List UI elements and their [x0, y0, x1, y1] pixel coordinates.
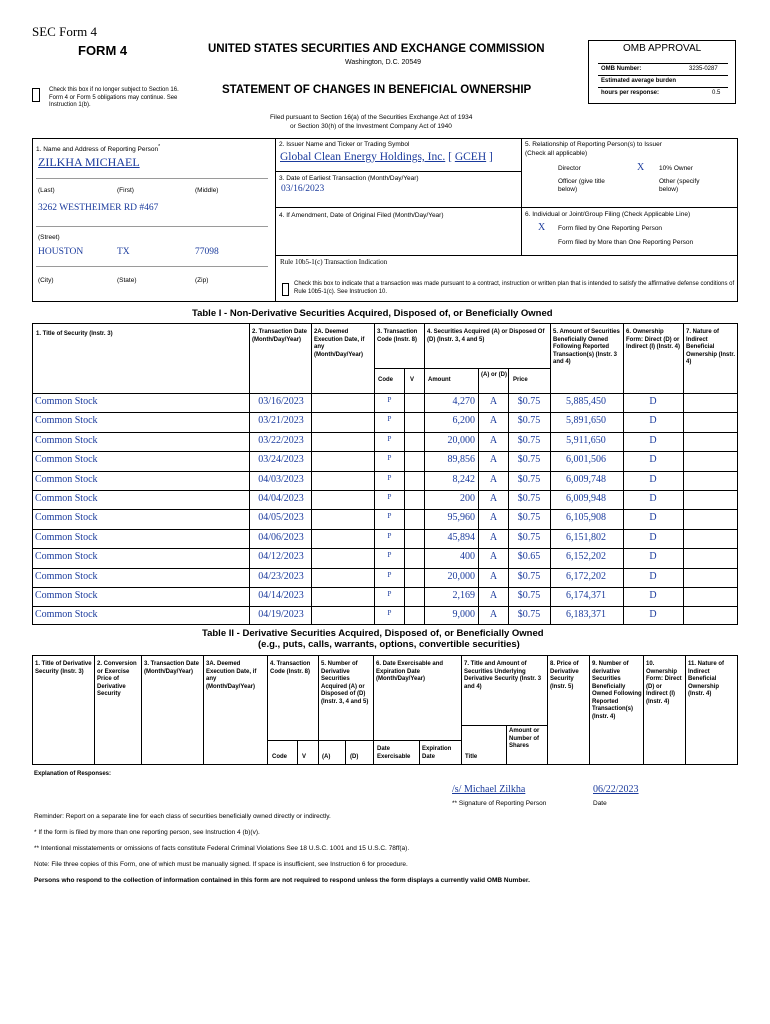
- acquired-disposed: A: [489, 493, 498, 504]
- t2-h-d-sub: (D): [350, 754, 359, 760]
- t1-h-owned: 5. Amount of Securities Beneficially Owned Following Reported Transaction(s) (Instr. 3 and 4): [553, 329, 620, 365]
- table1-title: Table I - Non-Derivative Securities Acquired, Disposed of, or Beneficially Owned: [192, 308, 553, 319]
- transaction-code: P: [387, 434, 392, 443]
- ten-pct-owner-mark[interactable]: X: [637, 162, 645, 173]
- price: $0.75: [517, 609, 541, 621]
- transaction-date: 03/16/2023: [258, 396, 304, 407]
- rule-label: Rule 10b5-1(c) Transaction Indication: [280, 258, 388, 266]
- amount: 8,242: [452, 473, 475, 485]
- ticker: GCEH: [454, 151, 487, 163]
- transaction-date: 04/06/2023: [258, 531, 304, 543]
- t2-h-title: 1. Title of Derivative Security (Instr. 3): [35, 661, 92, 675]
- t2-h-date: 3. Transaction Date (Month/Day/Year): [144, 661, 200, 675]
- t1-h-price-sub: Price: [513, 377, 528, 383]
- owned-following: 5,885,450: [566, 396, 606, 407]
- note-misstatements: ** Intentional misstatements or omissions of facts constitute Federal Criminal Violations See 18 U.S.C. 1001 and 15 U.S.C. 78ff(a).: [34, 845, 410, 852]
- t2-h-title-sub: Title: [465, 754, 478, 760]
- security-title: Common Stock: [35, 609, 98, 621]
- ownership-form: D: [649, 551, 657, 563]
- transaction-date: 04/19/2023: [258, 609, 304, 621]
- acquired-disposed: A: [489, 570, 498, 582]
- price: $0.75: [517, 473, 541, 485]
- signature-name: /s/ Michael Zilkha: [452, 784, 526, 795]
- t1-h-date: 2. Transaction Date (Month/Day/Year): [252, 329, 308, 343]
- amount: 9,000: [452, 609, 475, 621]
- owned-following: 6,152,202: [566, 551, 606, 563]
- ownership-form: D: [649, 473, 657, 485]
- agency-title: UNITED STATES SECURITIES AND EXCHANGE COMMISSION: [208, 43, 545, 55]
- transaction-date: 04/12/2023: [258, 551, 304, 563]
- price: $0.75: [517, 434, 541, 446]
- rule-text: Check this box to indicate that a transaction was made pursuant to a contract, instruction or written plan that is intended to satisfy the affirmative defense conditions of Rule 10b5-1(c). See Instruction 10.: [294, 281, 735, 295]
- t1-h-v-sub: V: [410, 377, 415, 383]
- director-label: Director: [558, 165, 581, 172]
- amount: 6,200: [452, 415, 475, 427]
- acquired-disposed: A: [489, 415, 498, 427]
- omb-burden-label: Estimated average burden: [601, 78, 677, 84]
- acquired-disposed: A: [489, 609, 498, 621]
- owned-following: 6,001,506: [566, 454, 606, 466]
- transaction-code: P: [387, 531, 392, 540]
- t2-h-date-ex-sub: Date Exercisable: [377, 746, 411, 760]
- transaction-date: 03/24/2023: [258, 454, 304, 466]
- page-header: SEC Form 4: [32, 24, 98, 39]
- other-label: Other (specify below): [659, 178, 700, 193]
- transaction-code: P: [387, 551, 392, 560]
- street-label: (Street): [38, 234, 60, 241]
- earliest-transaction-date: 03/16/2023: [281, 184, 325, 194]
- t1-h-code: 3. Transaction Code (Instr. 8): [377, 329, 418, 343]
- acquired-disposed: A: [489, 590, 498, 601]
- note-multiple: * If the form is filed by more than one reporting person, see Instruction 4 (b)(v).: [34, 829, 260, 836]
- ownership-form: D: [649, 609, 657, 621]
- amount: 4,270: [452, 396, 475, 407]
- transaction-date: 04/05/2023: [258, 512, 304, 524]
- date-label: Date: [593, 800, 607, 807]
- security-title: Common Stock: [35, 512, 98, 524]
- box1-label: 1. Name and Address of Reporting Person*: [36, 144, 161, 154]
- omb-title: OMB APPROVAL: [623, 43, 702, 54]
- t1-h-title: 1. Title of Security (Instr. 3): [36, 331, 113, 337]
- transaction-date: 04/23/2023: [258, 570, 304, 582]
- price: $0.75: [517, 590, 541, 601]
- last-label: (Last): [38, 187, 55, 194]
- ten-pct-owner-label: 10% Owner: [659, 165, 693, 172]
- acquired-disposed: A: [489, 454, 498, 466]
- ownership-form: D: [649, 454, 657, 466]
- transaction-date: 03/22/2023: [258, 434, 304, 446]
- ownership-form: D: [649, 531, 657, 543]
- t2-h-v-sub: V: [302, 754, 307, 760]
- table2-title: Table II - Derivative Securities Acquired, Disposed of, or Beneficially Owned: [202, 628, 544, 639]
- amount: 89,856: [447, 454, 475, 466]
- amount: 2,169: [452, 590, 475, 601]
- no-longer-subject-checkbox[interactable]: [32, 88, 40, 102]
- note-reminder: Reminder: Report on a separate line for each class of securities beneficially owned directly or indirectly.: [34, 813, 331, 820]
- box4-label: 4. If Amendment, Date of Original Filed (Month/Day/Year): [279, 212, 444, 219]
- box5-label1: 5. Relationship of Reporting Person(s) to Issuer: [525, 141, 662, 148]
- box5-label2: (Check all applicable): [525, 150, 588, 157]
- transaction-code: P: [387, 454, 392, 463]
- security-title: Common Stock: [35, 415, 98, 427]
- transaction-code: P: [387, 396, 392, 404]
- one-person-label: Form filed by One Reporting Person: [558, 225, 663, 232]
- filed-pursuant-1: Filed pursuant to Section 16(a) of the Securities Exchange Act of 1934: [270, 114, 473, 121]
- form-title: FORM 4: [78, 43, 128, 58]
- owned-following: 6,105,908: [566, 512, 606, 524]
- state-value: TX: [117, 247, 130, 257]
- price: $0.75: [517, 570, 541, 582]
- t2-h-amount-sub: Amount or Number of Shares: [509, 728, 540, 749]
- zip-value: 77098: [195, 247, 219, 257]
- t1-h-acquired: 4. Securities Acquired (A) or Disposed Of (D) (Instr. 3, 4 and 5): [427, 329, 545, 343]
- officer-label: Officer (give title below): [558, 178, 605, 193]
- t1-h-deemed: 2A. Deemed Execution Date, if any (Month/Day/Year): [314, 329, 365, 358]
- t2-h-owned: 9. Number of derivative Securities Beneficially Owned Following Reported Transaction(s) (Instr. 4): [592, 661, 642, 720]
- price: $0.75: [517, 493, 541, 504]
- owned-following: 6,183,371: [566, 609, 606, 621]
- acquired-disposed: A: [489, 473, 498, 485]
- t2-h-code: 4. Transaction Code (Instr. 8): [270, 661, 311, 675]
- box2-label: 2. Issuer Name and Ticker or Trading Symbol: [279, 141, 410, 148]
- price: $0.75: [517, 531, 541, 543]
- owned-following: 5,911,650: [566, 434, 606, 446]
- security-title: Common Stock: [35, 551, 98, 563]
- transaction-code: P: [387, 493, 392, 501]
- ownership-form: D: [649, 570, 657, 582]
- price: $0.75: [517, 396, 541, 407]
- amount: 200: [460, 493, 475, 504]
- ownership-form: D: [649, 590, 657, 601]
- amount: 20,000: [447, 570, 475, 582]
- price: $0.75: [517, 512, 541, 524]
- transaction-date: 03/21/2023: [258, 415, 304, 427]
- transaction-code: P: [387, 609, 392, 618]
- transaction-code: P: [387, 590, 392, 598]
- security-title: Common Stock: [35, 590, 98, 601]
- security-title: Common Stock: [35, 493, 98, 504]
- middle-label: (Middle): [195, 187, 219, 194]
- ownership-form: D: [649, 415, 657, 427]
- security-title: Common Stock: [35, 396, 98, 407]
- acquired-disposed: A: [489, 531, 498, 543]
- security-title: Common Stock: [35, 570, 98, 582]
- omb-hours-label: hours per response:: [601, 90, 660, 96]
- ownership-form: D: [649, 434, 657, 446]
- transaction-date: 04/04/2023: [258, 493, 304, 504]
- amount: 45,894: [447, 531, 475, 543]
- t2-h-exp-sub: Expiration Date: [422, 746, 452, 760]
- security-title: Common Stock: [35, 454, 98, 466]
- t2-h-exercisable: 6. Date Exercisable and Expiration Date (Month/Day/Year): [376, 661, 444, 682]
- reporting-person-name: ZILKHA MICHAEL: [38, 155, 140, 169]
- owned-following: 6,009,748: [566, 473, 606, 485]
- signature-label: ** Signature of Reporting Person: [452, 800, 547, 807]
- transaction-date: 04/03/2023: [258, 473, 304, 485]
- more-person-label: Form filed by More than One Reporting Person: [558, 239, 694, 246]
- t2-h-conversion: 2. Conversion or Exercise Price of Derivative Security: [97, 661, 137, 697]
- owned-following: 6,151,802: [566, 531, 606, 543]
- t1-h-nature: 7. Nature of Indirect Beneficial Ownership (Instr. 4): [686, 329, 736, 365]
- city-value: HOUSTON: [38, 247, 84, 257]
- transaction-code: P: [387, 512, 392, 521]
- filed-pursuant-2: or Section 30(h) of the Investment Company Act of 1940: [290, 123, 452, 130]
- t1-h-code-sub: Code: [378, 377, 393, 383]
- transaction-code: P: [387, 415, 392, 424]
- t2-h-nature: 11. Nature of Indirect Beneficial Ownership (Instr. 4): [688, 661, 725, 697]
- security-title: Common Stock: [35, 531, 98, 543]
- first-label: (First): [117, 187, 134, 194]
- ownership-form: D: [649, 512, 657, 524]
- box6-label: 6. Individual or Joint/Group Filing (Check Applicable Line): [525, 211, 691, 218]
- t2-h-underlying: 7. Title and Amount of Securities Underlying Derivative Security (Instr. 3 and 4): [464, 661, 542, 690]
- security-title: Common Stock: [35, 473, 98, 485]
- street-value: 3262 WESTHEIMER RD #467: [38, 203, 159, 213]
- issuer-name: Global Clean Energy Holdings, Inc. [ GCEH ]: [280, 151, 493, 163]
- omb-hours: 0.5: [712, 90, 721, 96]
- amount: 95,960: [447, 512, 475, 524]
- transaction-code: P: [387, 570, 392, 579]
- city-label: (City): [38, 277, 54, 284]
- acquired-disposed: A: [489, 551, 498, 563]
- ownership-form: D: [649, 493, 657, 504]
- state-label: (State): [117, 277, 137, 284]
- t2-h-price: 8. Price of Derivative Security (Instr. 5): [550, 661, 579, 690]
- transaction-code: P: [387, 473, 392, 482]
- owned-following: 6,174,371: [566, 590, 606, 601]
- t2-h-number: 5. Number of Derivative Securities Acquired (A) or Disposed of (D) (Instr. 3, 4 and 5): [321, 661, 369, 705]
- signature-date: 06/22/2023: [593, 784, 639, 795]
- note-copies: Note: File three copies of this Form, one of which must be manually signed. If space is insufficient, see Instruction 6 for procedure.: [34, 861, 408, 868]
- t2-h-form: 10. Ownership Form: Direct (D) or Indirect (I) (Instr. 4): [646, 661, 682, 705]
- t2-h-deemed: 3A. Deemed Execution Date, if any (Month/Day/Year): [206, 661, 257, 690]
- t1-h-form: 6. Ownership Form: Direct (D) or Indirect (I) (Instr. 4): [626, 329, 681, 350]
- omb-number-label: OMB Number:: [601, 66, 642, 72]
- owned-following: 5,891,650: [566, 415, 606, 427]
- acquired-disposed: A: [489, 396, 498, 407]
- table2-subtitle: (e.g., puts, calls, warrants, options, convertible securities): [258, 639, 520, 650]
- owned-following: 6,009,948: [566, 493, 606, 504]
- box3-label: 3. Date of Earliest Transaction (Month/Day/Year): [279, 175, 419, 182]
- amount: 20,000: [447, 434, 475, 446]
- t1-h-aord-sub: (A) or (D): [481, 372, 507, 378]
- statement-title: STATEMENT OF CHANGES IN BENEFICIAL OWNERSHIP: [222, 84, 532, 96]
- security-title: Common Stock: [35, 434, 98, 446]
- owned-following: 6,172,202: [566, 570, 606, 582]
- price: $0.75: [517, 454, 541, 466]
- omb-number: 3235-0287: [689, 66, 718, 72]
- checkbox-note: Check this box if no longer subject to Section 16. Form 4 or Form 5 obligations may continue. See Instruction 1(b).: [49, 87, 179, 108]
- explanation-label: Explanation of Responses:: [34, 771, 112, 777]
- rule-10b5-checkbox[interactable]: [282, 283, 289, 296]
- t2-h-code-sub: Code: [272, 754, 287, 760]
- price: $0.65: [517, 551, 541, 563]
- amount: 400: [460, 551, 475, 563]
- transaction-date: 04/14/2023: [258, 590, 304, 601]
- agency-city: Washington, D.C. 20549: [345, 59, 422, 66]
- t1-h-amount-sub: Amount: [428, 377, 451, 383]
- one-person-mark[interactable]: X: [538, 222, 546, 233]
- acquired-disposed: A: [489, 434, 498, 446]
- zip-label: (Zip): [195, 277, 209, 284]
- acquired-disposed: A: [489, 512, 498, 524]
- t2-h-a-sub: (A): [322, 754, 331, 760]
- price: $0.75: [517, 415, 541, 427]
- ownership-form: D: [649, 396, 657, 407]
- note-omb: Persons who respond to the collection of information contained in this form are not required to respond unless the form displays a currently valid OMB Number.: [34, 877, 530, 884]
